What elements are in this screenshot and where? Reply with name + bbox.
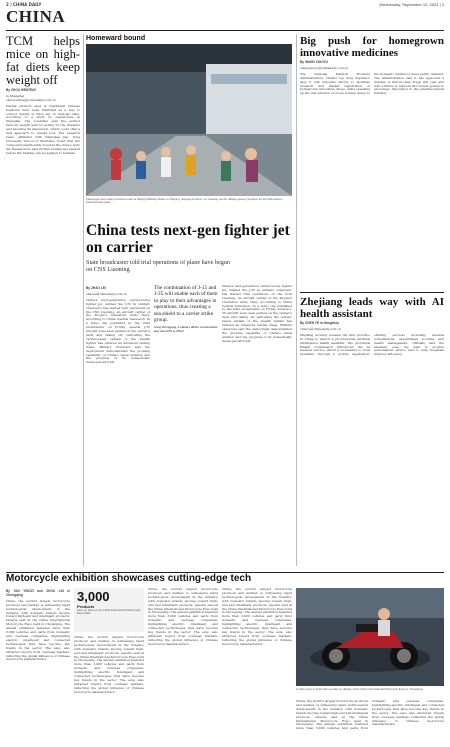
left-headline: TCM helps mice on high-fat diets keep weight off: [6, 34, 80, 87]
photo-kicker: Homeward bound: [86, 35, 146, 42]
left-body: Herbal extracts used in traditional Chinese medicine have been identified as a way to control obesity in mice fed on high-fat diets, according to a study by researchers in Shanghai. The scientists said the extract reduces weight gain by acting on the intestine and blocking fat absorption, which could offer a new approach to weight loss. The research team, affiliated with Shanghai Jiao Tong University School of Medicine, found that the compound significantly lowered the mice's body fat. Researchers said further studies are needed before the findings can be applied to humans.: [6, 103, 80, 155]
stat-value: 3,000: [77, 589, 110, 604]
medicine-byline: By WANG XIAOYU: [300, 60, 328, 64]
motorcycle-body-col-2: [74, 636, 144, 743]
motorcycle-body-continued: China, the world's largest motorcycle producer and market, is witnessing rapid technological development in the industry, with domestic brands moving toward high-end and intelligent products, experts said at the China International Motorcycle Expo held in Chongqing. The annual exhibition featured more than 3,000 vehicles and parts from domestic and overseas companies, highlighting electric, intelligent and connected technologies that have become key trends in the sector. The expo also attracted buyers from overseas markets, reflecting the global influence of Chinese motorcycle manufacturers.: [222, 587, 292, 646]
center-deck: State broadcaster told trial operations of plane have begun on CNS Liaoning: [86, 259, 230, 274]
left-byline: By ZHOU WENTING: [6, 88, 36, 92]
motorcycle-photo: [296, 588, 444, 686]
train-station-photo: [86, 44, 292, 196]
ai-health-body: Zhejiang recently became the first province in China to launch a provincewide artificial intelligence health assistant. The provincial Health Commission introduced the AI medical service, which is accessible to local residents through a mobile application, offering services including medical consultations, appointment booking and health management. Officials said the assistant uses big data to provide personalized advice and to help hospitals improve efficiency.: [300, 332, 444, 357]
left-email: zhouwenting@chinadaily.com.cn: [6, 97, 56, 102]
motorcycle-photo-caption: A visitor gets to grips with a model on display at the China International Motorcycle Expo in Chongqing.: [296, 687, 424, 691]
right-story-ai-health: [300, 296, 444, 566]
motorcycle-body-continued: China, the world's largest motorcycle producer and market, is witnessing rapid technological development in the industry, with domestic brands moving toward high-end and intelligent products, experts said at the China International Motorcycle Expo held in Chongqing. The annual exhibition featured more than 3,000 vehicles and parts from domestic and overseas companies, highlighting electric, intelligent and connected technologies that have become key trends in the sector. The expo also attracted buyers from overseas markets, reflecting the global influence of Chinese motorcycle manufacturers.: [148, 587, 218, 646]
masthead: [6, 2, 444, 30]
column-divider: [83, 34, 84, 566]
motorcycle-body-col-4: [222, 588, 292, 743]
stat-desc: were on show at the China International Motorcycle Expo 2024: [77, 608, 141, 616]
pull-quote: [154, 285, 218, 333]
masthead-rule: [6, 30, 444, 31]
ai-health-headline: Zhejiang leads way with AI health assistant: [300, 296, 444, 320]
stat-box: [74, 588, 144, 632]
right-story-medicine: [300, 35, 444, 290]
center-byline: By ZHAO LEI: [86, 286, 106, 290]
pull-quote-attribution: Song Zhongping, a military affairs commentator and retired PLA officer: [154, 325, 218, 333]
center-body-col: [86, 285, 150, 565]
motorcycle-body-col-3: [148, 588, 218, 743]
center-body-continued: China's next-generation carrier-borne fighter jet, dubbed the J-35 by military observers, has started trial operations on the CNS Liaoning, an aircraft carrier of the People's Liberation Army Navy, according to China Central Television. In a video clip published by the state broadcaster on Friday, several J-35 aircraft were seen parked on the carrier's deck and taking off, indicating the carrier-based variant of the stealth fighter has entered an advanced testing stage. Military observers said the deployment demonstrated the growing capability of China's naval aviation and the progress of its domestically developed aircraft.: [222, 284, 292, 343]
stat-label: Products: [77, 604, 95, 609]
motorcycle-headline: Motorcycle exhibition showcases cutting-edge tech: [6, 573, 252, 584]
photo-kicker-bar: [86, 34, 292, 43]
pull-quote-text: The combination of J-15 and J-35 will enable each of them to play to their advantages in operations, thus creating a sea shield to a carrier strike group.: [154, 285, 218, 324]
medicine-email: wangxiaoyu@chinadaily.com.cn: [300, 65, 349, 70]
motorcycle-body-continued: China, the world's largest motorcycle producer and market, is witnessing rapid technological development in the industry, with domestic brands moving toward high-end and intelligent products, experts said at the China International Motorcycle Expo held in Chongqing. The annual exhibition featured more than 3,000 vehicles and parts from domestic and overseas companies, highlighting electric, intelligent and connected technologies that have become key trends in the sector. The expo also attracted buyers from overseas markets, reflecting the global influence of Chinese motorcycle manufacturers.: [74, 635, 144, 694]
motorcycle-banner: [6, 572, 444, 585]
medicine-body: The National Medical Products Administration, China's top drug regulator, says it will redouble efforts to facilitate research and market registration of homegrown innovative drugs, while speeding up the introduction of novel foreign drugs to the domestic market to meet public demand. The administration said it has approved a number of first-in-class drugs this year and will continue to improve the review system to encourage innovation in the pharmaceutical industry.: [300, 71, 444, 96]
center-email: zhaolei@chinadaily.com.cn: [86, 291, 127, 296]
left-dateline: in Shanghai: [6, 93, 25, 98]
photo-caption: Passengers are ready to board a train at Nanjing Railway Station in Nanjing, Jiangsu province, on Tuesday, as the railway system prepares for the Mid-Autumn Festival travel peak.: [86, 197, 283, 205]
center-body-col-2: [222, 285, 292, 565]
center-body: China's next-generation carrier-borne fighter jet, dubbed the J-35 by military observers, has started trial operations on the CNS Liaoning, an aircraft carrier of the People's Liberation Army Navy, according to China Central Television. In a video clip published by the state broadcaster on Friday, several J-35 aircraft were seen parked on the carrier's deck and taking off, indicating the carrier-based variant of the stealth fighter has entered an advanced testing stage. Military observers said the deployment demonstrated the growing capability of China's naval aviation and the progress of its domestically developed aircraft.: [86, 297, 150, 365]
center-headline-block: [86, 222, 292, 273]
center-headline: China tests next-gen fighter jet on carrier: [86, 222, 290, 256]
motorcycle-body-continued: China, the world's largest motorcycle producer and market, is witnessing rapid technological development in the industry, with domestic brands moving toward high-end and intelligent products, experts said at the China International Motorcycle Expo held in Chongqing. The annual exhibition featured more than 3,000 vehicles and parts from domestic and overseas companies, highlighting electric, intelligent and connected technologies that have become key trends in the sector. The expo also attracted buyers from overseas markets, reflecting the global influence of Chinese motorcycle manufacturers.: [296, 699, 444, 731]
train-station-image: [86, 44, 292, 196]
paper-logo: 2 | CHINA DAILY: [6, 2, 42, 7]
column-divider: [296, 34, 297, 566]
ai-health-byline: By CHEN YE in Hangzhou: [300, 321, 340, 325]
motorcycle-image: [296, 588, 444, 686]
section-title: CHINA: [6, 7, 66, 26]
section-rule: [300, 292, 444, 293]
motorcycle-body: China, the world's largest motorcycle producer and market, is witnessing rapid technological development in the industry, with domestic brands moving toward high-end and intelligent products, experts said at the China International Motorcycle Expo held in Chongqing. The annual exhibition featured more than 3,000 vehicles and parts from domestic and overseas companies, highlighting electric, intelligent and connected technologies that have become key trends in the sector. The expo also attracted buyers from overseas markets, reflecting the global influence of Chinese motorcycle manufacturers.: [6, 598, 70, 662]
motorcycle-byline: By TAN YINGZI and ZHOU LIN in Chongqing: [6, 589, 70, 597]
motorcycle-body-col-5: [296, 700, 444, 743]
medicine-headline: Big push for homegrown innovative medicines: [300, 35, 444, 59]
left-story: [6, 35, 80, 565]
motorcycle-body-col-1: [6, 588, 70, 743]
ai-health-email: chenye@chinadaily.com.cn: [300, 326, 341, 331]
issue-date: Wednesday, September 10, 2024 | 3: [379, 2, 444, 7]
